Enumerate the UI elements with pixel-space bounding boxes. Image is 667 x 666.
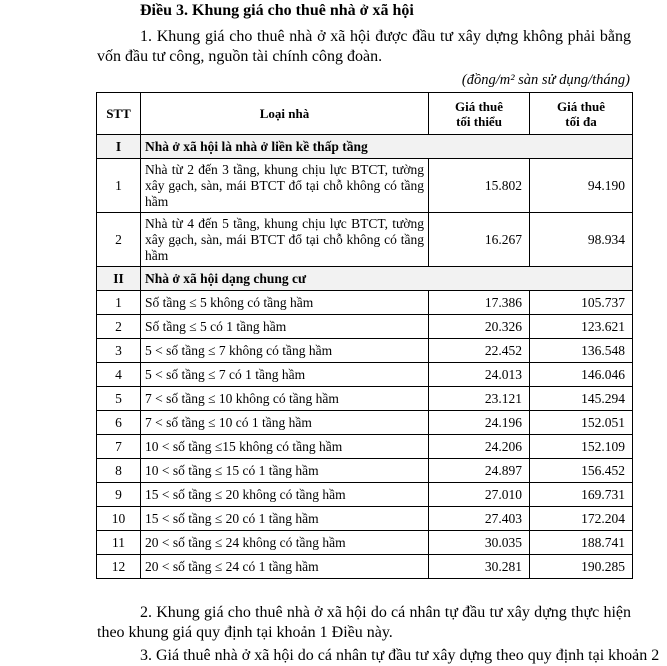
- row-min-price: 24.206: [429, 435, 530, 459]
- row-stt: 7: [97, 435, 141, 459]
- row-type: 7 < số tầng ≤ 10 không có tầng hầm: [141, 387, 429, 411]
- section-stt: II: [97, 267, 141, 291]
- row-min-price: 30.035: [429, 531, 530, 555]
- price-table: [96, 92, 633, 579]
- row-max-price: 94.190: [530, 159, 633, 213]
- row-stt: 1: [97, 291, 141, 315]
- row-max-price: 123.621: [530, 315, 633, 339]
- table-row: [97, 291, 633, 315]
- row-min-price: 20.326: [429, 315, 530, 339]
- row-type: Số tầng ≤ 5 có 1 tầng hầm: [141, 315, 429, 339]
- unit-note: (đồng/m² sàn sử dụng/tháng): [461, 72, 630, 88]
- paragraph-1: 1. Khung giá cho thuê nhà ở xã hội được đầu tư xây dựng không phải bằng vốn đầu tư công, nguồn tài chính công đoàn.: [97, 28, 631, 65]
- row-min-price: 27.010: [429, 483, 530, 507]
- row-type: 10 < số tầng ≤15 không có tầng hầm: [141, 435, 429, 459]
- row-type: 7 < số tầng ≤ 10 có 1 tầng hầm: [141, 411, 429, 435]
- table-row: [97, 507, 633, 531]
- row-type: 15 < số tầng ≤ 20 có 1 tầng hầm: [141, 507, 429, 531]
- row-min-price: 22.452: [429, 339, 530, 363]
- row-max-price: 136.548: [530, 339, 633, 363]
- row-type: Nhà từ 2 đến 3 tầng, khung chịu lực BTCT, tường xây gạch, sàn, mái BTCT đổ tại chỗ không có tầng hầm: [141, 159, 429, 213]
- table-header-row: [97, 93, 633, 135]
- row-min-price: 24.013: [429, 363, 530, 387]
- row-min-price: 24.196: [429, 411, 530, 435]
- row-max-price: 98.934: [530, 213, 633, 267]
- table-section-row: [97, 267, 633, 291]
- row-stt: 4: [97, 363, 141, 387]
- row-max-price: 172.204: [530, 507, 633, 531]
- row-max-price: 169.731: [530, 483, 633, 507]
- header-min-line2: tối thiểu: [456, 113, 502, 129]
- paragraph-3-partial: 3. Giá thuê nhà ở xã hội do cá nhân tự đầu tư xây dựng theo quy định tại khoản 2: [140, 647, 660, 664]
- header-max-line2: tối đa: [565, 113, 597, 129]
- table-row: [97, 435, 633, 459]
- row-type: 15 < số tầng ≤ 20 không có tầng hầm: [141, 483, 429, 507]
- table-row: [97, 159, 633, 213]
- table-row: [97, 411, 633, 435]
- row-max-price: 152.051: [530, 411, 633, 435]
- table-row: [97, 339, 633, 363]
- row-max-price: 105.737: [530, 291, 633, 315]
- table-row: [97, 555, 633, 579]
- table-body: [97, 135, 633, 579]
- header-stt: STT: [97, 93, 141, 135]
- row-type: 5 < số tầng ≤ 7 không có tầng hầm: [141, 339, 429, 363]
- row-stt: 8: [97, 459, 141, 483]
- header-min-price: [429, 93, 530, 135]
- row-type: Nhà từ 4 đến 5 tầng, khung chịu lực BTCT, tường xây gạch, sàn, mái BTCT đổ tại chỗ không có tầng hầm: [141, 213, 429, 267]
- row-min-price: 30.281: [429, 555, 530, 579]
- row-min-price: 15.802: [429, 159, 530, 213]
- row-type: 20 < số tầng ≤ 24 không có tầng hầm: [141, 531, 429, 555]
- paragraph-2: 2. Khung giá cho thuê nhà ở xã hội do cá nhân tự đầu tư xây dựng thực hiện theo khung giá quy định tại khoản 1 Điều này.: [97, 604, 631, 641]
- row-stt: 9: [97, 483, 141, 507]
- row-type: Số tầng ≤ 5 không có tầng hầm: [141, 291, 429, 315]
- row-min-price: 27.403: [429, 507, 530, 531]
- table-row: [97, 363, 633, 387]
- row-type: 5 < số tầng ≤ 7 có 1 tầng hầm: [141, 363, 429, 387]
- header-min-line1: Giá thuê: [454, 98, 504, 114]
- table-row: [97, 387, 633, 411]
- row-max-price: 145.294: [530, 387, 633, 411]
- header-max-line1: Giá thuê: [556, 98, 606, 114]
- row-max-price: 190.285: [530, 555, 633, 579]
- section-stt: I: [97, 135, 141, 159]
- header-max-price: [530, 93, 633, 135]
- row-stt: 1: [97, 159, 141, 213]
- table-row: [97, 315, 633, 339]
- table-row: [97, 459, 633, 483]
- table-row: [97, 531, 633, 555]
- row-stt: 2: [97, 213, 141, 267]
- row-stt: 3: [97, 339, 141, 363]
- row-stt: 6: [97, 411, 141, 435]
- row-max-price: 146.046: [530, 363, 633, 387]
- row-min-price: 16.267: [429, 213, 530, 267]
- row-stt: 12: [97, 555, 141, 579]
- table-row: [97, 483, 633, 507]
- section-title: Nhà ở xã hội là nhà ở liền kề thấp tầng: [141, 135, 633, 159]
- row-min-price: 23.121: [429, 387, 530, 411]
- row-min-price: 24.897: [429, 459, 530, 483]
- header-type: Loại nhà: [141, 93, 429, 135]
- table-section-row: [97, 135, 633, 159]
- row-stt: 10: [97, 507, 141, 531]
- table-row: [97, 213, 633, 267]
- row-type: 20 < số tầng ≤ 24 có 1 tầng hầm: [141, 555, 429, 579]
- row-stt: 2: [97, 315, 141, 339]
- row-stt: 11: [97, 531, 141, 555]
- row-stt: 5: [97, 387, 141, 411]
- article-title: Điều 3. Khung giá cho thuê nhà ở xã hội: [140, 2, 414, 19]
- row-min-price: 17.386: [429, 291, 530, 315]
- row-type: 10 < số tầng ≤ 15 có 1 tầng hầm: [141, 459, 429, 483]
- row-max-price: 188.741: [530, 531, 633, 555]
- row-max-price: 156.452: [530, 459, 633, 483]
- row-max-price: 152.109: [530, 435, 633, 459]
- section-title: Nhà ở xã hội dạng chung cư: [141, 267, 633, 291]
